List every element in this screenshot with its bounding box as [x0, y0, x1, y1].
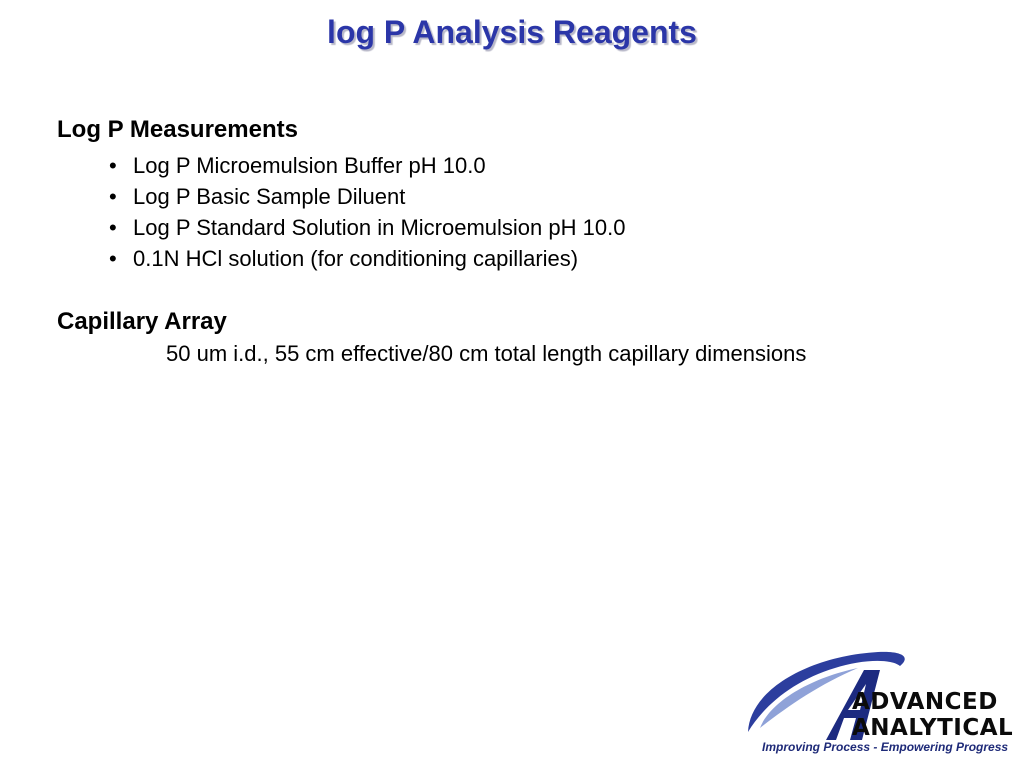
slide-title: log P Analysis Reagents — [327, 14, 697, 50]
list-item — [109, 243, 625, 274]
list-item-text: 0.1N HCl solution (for conditioning capillaries) — [133, 246, 579, 271]
bullet-icon: • — [109, 215, 117, 240]
list-item — [109, 181, 625, 212]
logo-tagline: Improving Process - Empowering Progress — [762, 740, 1009, 754]
logo-text-analytical: ANALYTICAL — [852, 715, 1014, 741]
bullet-icon: • — [109, 246, 117, 271]
list-item-text: Log P Basic Sample Diluent — [133, 184, 406, 209]
logo-text-advanced: ADVANCED — [852, 689, 998, 715]
capillary-array-heading: Capillary Array — [57, 308, 227, 335]
list-item — [109, 212, 625, 243]
advanced-analytical-logo — [740, 644, 1020, 759]
list-item-text: Log P Microemulsion Buffer pH 10.0 — [133, 153, 486, 178]
bullet-icon: • — [109, 153, 117, 178]
measurements-bullet-list — [109, 150, 625, 274]
capillary-dimensions-text: 50 um i.d., 55 cm effective/80 cm total length capillary dimensions — [166, 341, 807, 366]
list-item-text: Log P Standard Solution in Microemulsion pH 10.0 — [133, 215, 626, 240]
list-item — [109, 150, 625, 181]
bullet-icon: • — [109, 184, 117, 209]
log-p-measurements-heading: Log P Measurements — [57, 116, 298, 143]
